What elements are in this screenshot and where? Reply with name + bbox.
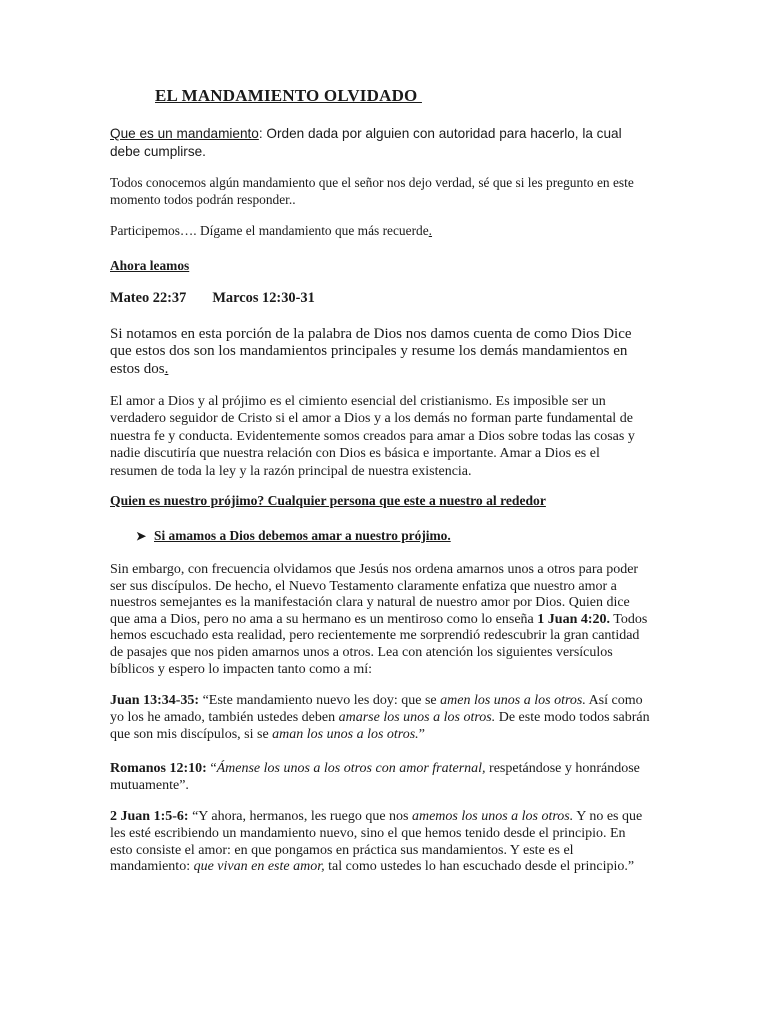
para1-text: Si notamos en esta porción de la palabra de Dios nos damos cuenta de como Dios Dice que estos dos son los mandamientos principales y resume los demás mandamientos en estos dos (110, 326, 632, 377)
verse3-italic-2: que vivan en este amor, (193, 859, 325, 875)
paragraph-love-one-another (110, 562, 650, 678)
verse2-text-2: respetándose y honrándose mutuamente”. (110, 761, 640, 793)
scripture-refs (110, 290, 650, 307)
verse3-text-1: “Y ahora, hermanos, les ruego que nos (188, 809, 412, 824)
verse1-text-4: ” (418, 727, 425, 742)
paragraph-love-foundation: El amor a Dios y al prójimo es el cimiento esencial del cristianismo. Es imposible ser un verdadero seguidor de Cristo si el amor a Dios y a los demás no forman parte fundamental de nuestra fe y conducta. Evidentemente somos creados para amar a Dios sobre todas las cosas y nadie discutiría que nuestra relación con Dios es básica e importante. Amar a Dios es el resumen de toda la ley y la razón principal de nuestra existencia. (110, 394, 635, 479)
neighbor-heading: Quien es nuestro prójimo? Cualquier persona que este a nuestro al rededor (110, 493, 546, 508)
ref-mateo: Mateo 22:37 (110, 290, 187, 306)
verse-2-juan-1 (110, 809, 650, 876)
participate-text: Participemos…. Dígame el mandamiento que más recuerde (110, 223, 429, 238)
verse1-text-2: Así como yo los he amado, también ustedes deben (110, 693, 643, 725)
definition-colon: : (258, 126, 263, 141)
verse-juan-13 (110, 692, 650, 743)
definition-text: Orden dada por alguien con autoridad para hacerlo, la cual debe cumplirse. (110, 126, 622, 159)
definition-paragraph (110, 125, 650, 161)
verse-romanos-12 (110, 760, 640, 794)
verse1-italic-1: amen los unos a los otros. (440, 693, 586, 708)
verse3-ref: 2 Juan 1:5-6: (110, 809, 189, 824)
participate-end: . (428, 223, 433, 238)
verse2-italic-1: Ámense los unos a los otros con amor fraternal, (216, 761, 486, 776)
verse2-ref: Romanos 12:10: (110, 761, 207, 776)
verse3-text-3: tal como ustedes lo han escuchado desde el principio.” (324, 859, 635, 875)
para1-end: . (164, 360, 169, 377)
arrowhead-bullet-icon: ➤ (136, 529, 147, 543)
verse1-ref: Juan 13:34-35: (110, 693, 200, 708)
verse1-italic-2: amarse los unos a los otros. (338, 710, 496, 725)
verse3-text-2: Y no es que les esté escribiendo un mandamiento nuevo, sino el que hemos tenido desde el principio. En esto consiste el amor: en que pongamos en práctica sus mandamientos. Y este es el mandamiento: (110, 809, 643, 875)
verse1-text-1: “Este mandamiento nuevo les doy: que se (199, 693, 441, 708)
page-title: EL MANDAMIENTO OLVIDADO (155, 86, 422, 105)
verse1-text-3: De este modo todos sabrán que son mis discípulos, si se (110, 710, 650, 742)
verse1-italic-3: aman los unos a los otros. (272, 727, 419, 742)
para3-ref: 1 Juan 4:20. (537, 611, 611, 627)
bullet-item (136, 528, 656, 544)
ref-marcos: Marcos 12:30-31 (212, 290, 315, 306)
read-now-heading: Ahora leamos (110, 258, 190, 273)
verse2-text-1: “ (206, 761, 217, 776)
paragraph-two-commandments (110, 326, 650, 378)
verse3-italic-1: amemos los unos a los otros. (411, 809, 574, 824)
definition-term: Que es un mandamiento (110, 126, 259, 141)
bullet-text: Si amamos a Dios debemos amar a nuestro prójimo. (154, 528, 451, 543)
para3-rest: Todos hemos escuchado esta realidad, pero recientemente me sorprendió redescubrir la gran cantidad de pasajes que nos piden amarnos unos a otros. Lea con atención los siguientes versículos bíblicos y espero lo impacten tanto como a mí: (110, 611, 648, 677)
para3-text: Sin embargo, con frecuencia olvidamos que Jesús nos ordena amarnos unos a otros para poder ser sus discípulos. De hecho, el Nuevo Testamento claramente enfatiza que nuestro amor a nuestros semejantes es la manifestación clara y natural de nuestro amor por Dios. Quien dice que ama a Dios, pero no ama a su hermano es un mentiroso como lo enseña (110, 562, 639, 627)
intro-paragraph: Todos conocemos algún mandamiento que el señor nos dejo verdad, sé que si les pregunto en este momento todos podrán responder.. (110, 175, 634, 207)
participate-paragraph (110, 223, 650, 240)
